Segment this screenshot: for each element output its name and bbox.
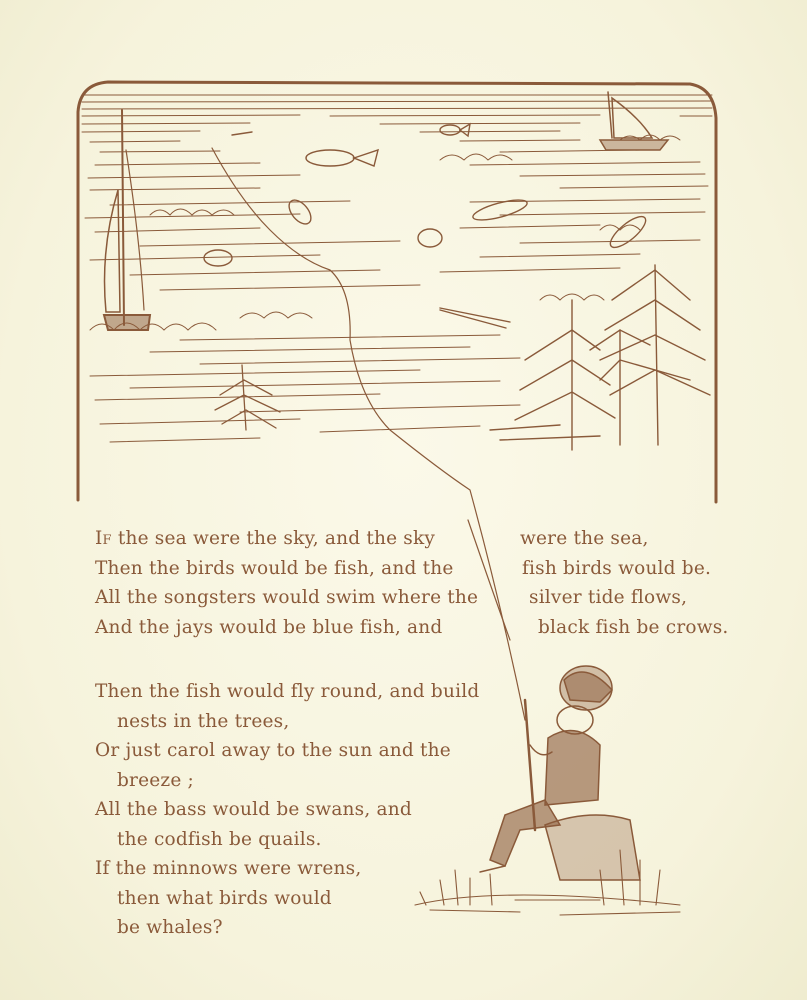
verse-line: were the sea, <box>520 528 649 549</box>
verse-line <box>95 524 478 554</box>
verse-line: Then the fish would fly round, and build <box>95 681 480 702</box>
stanza-1-right <box>515 524 729 642</box>
verse-line: fish birds would be. <box>522 557 712 579</box>
verse-line: breeze ; <box>117 769 194 791</box>
boy-fishing <box>480 666 640 880</box>
drop-initial: I <box>95 528 103 549</box>
verse-line: Then the birds would be fish, and the <box>95 557 454 579</box>
verse-line: nests in the trees, <box>117 710 290 732</box>
verse-line: All the bass would be swans, and <box>95 799 412 820</box>
verse-text: the sea were the sky, and the sky <box>111 528 436 549</box>
trees-right <box>490 265 710 450</box>
stanza-2 <box>95 677 479 943</box>
smallcaps-letters: f <box>102 528 112 549</box>
verse-line: silver tide flows, <box>529 587 688 608</box>
verse-line: Or just carol away to the sun and the <box>95 740 451 761</box>
verse-line: then what birds would <box>117 887 332 909</box>
verse-line: the codfish be quails. <box>117 828 322 850</box>
verse-line: All the songsters would swim where the <box>95 587 479 608</box>
verse-line: If the minnows were wrens, <box>95 858 362 879</box>
verse-line: And the jays would be blue fish, and <box>95 616 443 638</box>
verse-line: black fish be crows. <box>538 616 729 638</box>
flying-fish <box>204 124 650 328</box>
verse-line: be whales? <box>117 917 223 938</box>
stanza-1-left <box>95 524 478 642</box>
sailboat-left <box>104 110 150 330</box>
